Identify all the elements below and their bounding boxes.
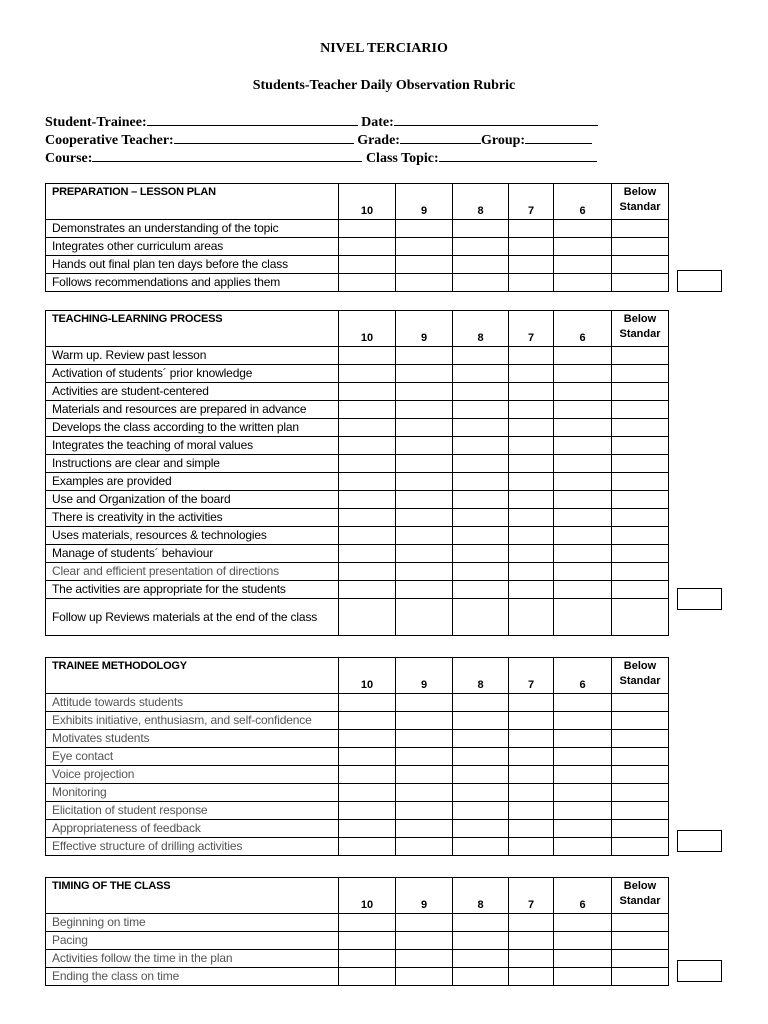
score-cell[interactable] [509,455,554,473]
criterion: Monitoring [46,784,339,802]
below-standard-header: Below Standar [612,878,669,914]
score-cell[interactable] [554,730,612,748]
score-cell[interactable] [554,581,612,599]
score-cell[interactable] [396,802,453,820]
score-cell[interactable] [509,545,554,563]
score-cell[interactable] [612,274,669,292]
score-cell[interactable] [396,527,453,545]
score-cell[interactable] [396,401,453,419]
score-cell[interactable] [453,347,509,365]
criterion: Activities are student-centered [46,383,339,401]
score-cell[interactable] [453,712,509,730]
score-header-8: 8 [453,184,509,220]
score-cell[interactable] [396,599,453,636]
score-cell[interactable] [396,347,453,365]
score-cell[interactable] [509,802,554,820]
class-topic-field[interactable] [439,149,597,162]
score-cell[interactable] [509,748,554,766]
score-header-6: 6 [554,658,612,694]
score-cell[interactable] [612,455,669,473]
score-cell[interactable] [396,419,453,437]
score-cell[interactable] [612,527,669,545]
score-cell[interactable] [453,820,509,838]
score-cell[interactable] [339,491,396,509]
cooperative-teacher-field[interactable] [174,131,354,144]
score-cell[interactable] [396,491,453,509]
score-cell[interactable] [509,491,554,509]
score-cell[interactable] [396,932,453,950]
score-cell[interactable] [509,383,554,401]
score-cell[interactable] [453,238,509,256]
class-topic-label: Class Topic: [365,151,439,166]
score-cell[interactable] [554,419,612,437]
score-cell[interactable] [612,712,669,730]
score-cell[interactable] [554,473,612,491]
score-header-10: 10 [339,184,396,220]
score-cell[interactable] [396,238,453,256]
score-header-9: 9 [396,311,453,347]
score-cell[interactable] [612,563,669,581]
score-cell[interactable] [339,238,396,256]
score-cell[interactable] [554,220,612,238]
score-cell[interactable] [453,256,509,274]
criterion: Integrates the teaching of moral values [46,437,339,455]
score-cell[interactable] [339,509,396,527]
criterion: Demonstrates an understanding of the topic [46,220,339,238]
score-cell[interactable] [396,545,453,563]
score-cell[interactable] [554,437,612,455]
criterion: There is creativity in the activities [46,509,339,527]
score-cell[interactable] [554,820,612,838]
score-cell[interactable] [612,914,669,932]
score-cell[interactable] [396,968,453,986]
score-cell[interactable] [339,581,396,599]
score-cell[interactable] [396,256,453,274]
score-cell[interactable] [612,950,669,968]
score-cell[interactable] [612,820,669,838]
score-cell[interactable] [612,838,669,856]
score-cell[interactable] [509,599,554,636]
score-cell[interactable] [339,383,396,401]
score-cell[interactable] [554,599,612,636]
score-cell[interactable] [339,455,396,473]
score-header-7: 7 [509,311,554,347]
score-cell[interactable] [396,730,453,748]
criterion: Motivates students [46,730,339,748]
score-cell[interactable] [396,784,453,802]
score-cell[interactable] [396,581,453,599]
score-header-9: 9 [396,658,453,694]
score-cell[interactable] [339,419,396,437]
score-cell[interactable] [339,784,396,802]
criterion: Clear and efficient presentation of directions [46,563,339,581]
score-cell[interactable] [453,581,509,599]
criterion: Pacing [46,932,339,950]
score-cell[interactable] [509,784,554,802]
below-standard-header: Below Standar [612,311,669,347]
score-cell[interactable] [453,694,509,712]
score-cell[interactable] [339,274,396,292]
score-cell[interactable] [339,563,396,581]
score-cell[interactable] [396,563,453,581]
score-cell[interactable] [396,473,453,491]
score-cell[interactable] [453,748,509,766]
criterion: Uses materials, resources & technologies [46,527,339,545]
score-cell[interactable] [453,220,509,238]
course-field[interactable] [92,149,362,162]
score-cell[interactable] [554,383,612,401]
score-header-6: 6 [554,184,612,220]
score-header-7: 7 [509,184,554,220]
criterion: Elicitation of student response [46,802,339,820]
score-cell[interactable] [453,437,509,455]
score-cell[interactable] [554,712,612,730]
criterion: Activation of students´ prior knowledge [46,365,339,383]
score-cell[interactable] [554,766,612,784]
score-cell[interactable] [509,527,554,545]
score-cell[interactable] [339,932,396,950]
score-cell[interactable] [612,419,669,437]
score-header-9: 9 [396,184,453,220]
section-total-box[interactable] [677,270,722,292]
score-cell[interactable] [339,473,396,491]
score-cell[interactable] [339,748,396,766]
score-cell[interactable] [339,820,396,838]
criterion: Use and Organization of the board [46,491,339,509]
score-cell[interactable] [612,694,669,712]
score-cell[interactable] [612,509,669,527]
score-cell[interactable] [509,256,554,274]
score-cell[interactable] [453,419,509,437]
score-cell[interactable] [509,820,554,838]
date-field[interactable] [394,113,598,126]
score-cell[interactable] [339,694,396,712]
score-cell[interactable] [509,473,554,491]
score-cell[interactable] [509,509,554,527]
score-cell[interactable] [396,914,453,932]
criterion: Activities follow the time in the plan [46,950,339,968]
score-cell[interactable] [612,383,669,401]
score-cell[interactable] [554,968,612,986]
score-cell[interactable] [453,365,509,383]
section-total-box[interactable] [677,588,722,610]
section-title: TEACHING-LEARNING PROCESS [46,311,339,347]
student-trainee-label: Student-Trainee: [45,115,147,130]
score-cell[interactable] [509,968,554,986]
score-cell[interactable] [339,914,396,932]
score-cell[interactable] [612,491,669,509]
score-cell[interactable] [396,383,453,401]
criterion: Follows recommendations and applies them [46,274,339,292]
score-cell[interactable] [453,914,509,932]
institution-title: NIVEL TERCIARIO [320,41,448,56]
score-cell[interactable] [554,694,612,712]
score-cell[interactable] [396,712,453,730]
criterion: Eye contact [46,748,339,766]
section-title: TIMING OF THE CLASS [46,878,339,914]
score-cell[interactable] [339,950,396,968]
criterion: The activities are appropriate for the students [46,581,339,599]
score-cell[interactable] [339,545,396,563]
score-cell[interactable] [612,581,669,599]
score-cell[interactable] [396,455,453,473]
info-line-1 [45,113,598,131]
section-table-preparation [45,183,669,292]
score-cell[interactable] [396,509,453,527]
score-cell[interactable] [554,347,612,365]
score-cell[interactable] [612,545,669,563]
score-cell[interactable] [554,802,612,820]
score-cell[interactable] [339,365,396,383]
score-cell[interactable] [554,274,612,292]
score-cell[interactable] [339,766,396,784]
score-cell[interactable] [509,950,554,968]
score-cell[interactable] [339,401,396,419]
score-cell[interactable] [396,748,453,766]
score-cell[interactable] [554,238,612,256]
score-cell[interactable] [612,968,669,986]
grade-field[interactable] [400,131,481,144]
score-cell[interactable] [453,950,509,968]
student-trainee-field[interactable] [147,113,358,126]
score-cell[interactable] [396,838,453,856]
score-cell[interactable] [453,527,509,545]
score-cell[interactable] [453,838,509,856]
criterion: Voice projection [46,766,339,784]
score-cell[interactable] [509,694,554,712]
score-cell[interactable] [453,784,509,802]
score-header-6: 6 [554,311,612,347]
score-header-8: 8 [453,311,509,347]
score-header-8: 8 [453,878,509,914]
score-cell[interactable] [554,527,612,545]
score-header-10: 10 [339,311,396,347]
score-cell[interactable] [339,220,396,238]
score-cell[interactable] [554,748,612,766]
score-cell[interactable] [554,509,612,527]
score-cell[interactable] [509,932,554,950]
score-cell[interactable] [509,563,554,581]
score-cell[interactable] [554,365,612,383]
score-cell[interactable] [509,766,554,784]
score-cell[interactable] [396,365,453,383]
score-header-7: 7 [509,878,554,914]
group-field[interactable] [525,131,592,144]
criterion: Instructions are clear and simple [46,455,339,473]
score-cell[interactable] [339,347,396,365]
score-cell[interactable] [612,766,669,784]
score-cell[interactable] [554,950,612,968]
score-cell[interactable] [509,437,554,455]
info-line-2 [45,131,592,149]
score-cell[interactable] [554,932,612,950]
criterion: Exhibits initiative, enthusiasm, and self-confidence [46,712,339,730]
score-cell[interactable] [509,401,554,419]
score-cell[interactable] [554,784,612,802]
cooperative-teacher-label: Cooperative Teacher: [45,133,174,148]
score-cell[interactable] [509,238,554,256]
below-standard-header: Below Standar [612,184,669,220]
score-cell[interactable] [612,365,669,383]
criterion: Ending the class on time [46,968,339,986]
score-header-6: 6 [554,878,612,914]
score-cell[interactable] [509,220,554,238]
score-cell[interactable] [339,256,396,274]
score-cell[interactable] [339,802,396,820]
score-cell[interactable] [612,932,669,950]
score-cell[interactable] [554,455,612,473]
score-cell[interactable] [509,730,554,748]
score-header-8: 8 [453,658,509,694]
score-cell[interactable] [509,365,554,383]
score-cell[interactable] [339,968,396,986]
score-cell[interactable] [453,491,509,509]
grade-label: Grade: [357,133,400,148]
score-cell[interactable] [509,712,554,730]
score-cell[interactable] [339,437,396,455]
score-header-7: 7 [509,658,554,694]
score-cell[interactable] [612,220,669,238]
criterion: Manage of students´ behaviour [46,545,339,563]
section-table-trainee-methodology [45,657,669,856]
score-cell[interactable] [453,274,509,292]
criterion: Warm up. Review past lesson [46,347,339,365]
criterion: Develops the class according to the written plan [46,419,339,437]
section-total-box[interactable] [677,830,722,852]
score-cell[interactable] [612,256,669,274]
criterion: Integrates other curriculum areas [46,238,339,256]
score-cell[interactable] [612,401,669,419]
score-cell[interactable] [396,694,453,712]
score-cell[interactable] [453,455,509,473]
score-cell[interactable] [509,838,554,856]
group-label: Group: [480,133,526,148]
score-cell[interactable] [453,401,509,419]
score-cell[interactable] [554,563,612,581]
score-cell[interactable] [554,838,612,856]
score-cell[interactable] [396,220,453,238]
score-cell[interactable] [612,784,669,802]
score-cell[interactable] [554,914,612,932]
section-table-timing [45,877,669,986]
score-cell[interactable] [612,238,669,256]
section-table-teaching-learning [45,310,669,636]
course-label: Course: [45,151,93,166]
score-cell[interactable] [612,748,669,766]
score-cell[interactable] [453,563,509,581]
info-line-3 [45,149,597,167]
score-cell[interactable] [612,473,669,491]
score-cell[interactable] [339,599,396,636]
criterion: Effective structure of drilling activities [46,838,339,856]
score-cell[interactable] [339,838,396,856]
score-cell[interactable] [396,437,453,455]
score-cell[interactable] [509,419,554,437]
score-cell[interactable] [396,950,453,968]
score-cell[interactable] [612,347,669,365]
section-title: TRAINEE METHODOLOGY [46,658,339,694]
score-cell[interactable] [509,347,554,365]
score-cell[interactable] [339,712,396,730]
score-cell[interactable] [453,730,509,748]
score-cell[interactable] [396,274,453,292]
criterion: Materials and resources are prepared in advance [46,401,339,419]
score-cell[interactable] [339,527,396,545]
score-cell[interactable] [339,730,396,748]
score-cell[interactable] [612,730,669,748]
score-cell[interactable] [453,509,509,527]
score-cell[interactable] [453,599,509,636]
score-cell[interactable] [509,274,554,292]
score-cell[interactable] [396,820,453,838]
rubric-title: Students-Teacher Daily Observation Rubric [252,78,516,93]
criterion: Follow up Reviews materials at the end of the class [46,599,339,636]
score-cell[interactable] [453,802,509,820]
section-total-box[interactable] [677,960,722,982]
score-cell[interactable] [509,914,554,932]
score-cell[interactable] [612,802,669,820]
date-label: Date: [361,115,394,130]
score-cell[interactable] [453,766,509,784]
score-cell[interactable] [554,401,612,419]
score-cell[interactable] [612,599,669,636]
score-header-10: 10 [339,878,396,914]
criterion: Appropriateness of feedback [46,820,339,838]
section-title: PREPARATION – LESSON PLAN [46,184,339,220]
score-cell[interactable] [453,545,509,563]
score-cell[interactable] [554,491,612,509]
score-header-10: 10 [339,658,396,694]
below-standard-header: Below Standar [612,658,669,694]
score-cell[interactable] [554,545,612,563]
score-cell[interactable] [509,581,554,599]
score-cell[interactable] [453,383,509,401]
criterion: Beginning on time [46,914,339,932]
criterion: Hands out final plan ten days before the class [46,256,339,274]
score-cell[interactable] [453,968,509,986]
criterion: Examples are provided [46,473,339,491]
score-cell[interactable] [396,766,453,784]
score-cell[interactable] [612,437,669,455]
score-cell[interactable] [554,256,612,274]
criterion: Attitude towards students [46,694,339,712]
score-cell[interactable] [453,932,509,950]
score-header-9: 9 [396,878,453,914]
score-cell[interactable] [453,473,509,491]
